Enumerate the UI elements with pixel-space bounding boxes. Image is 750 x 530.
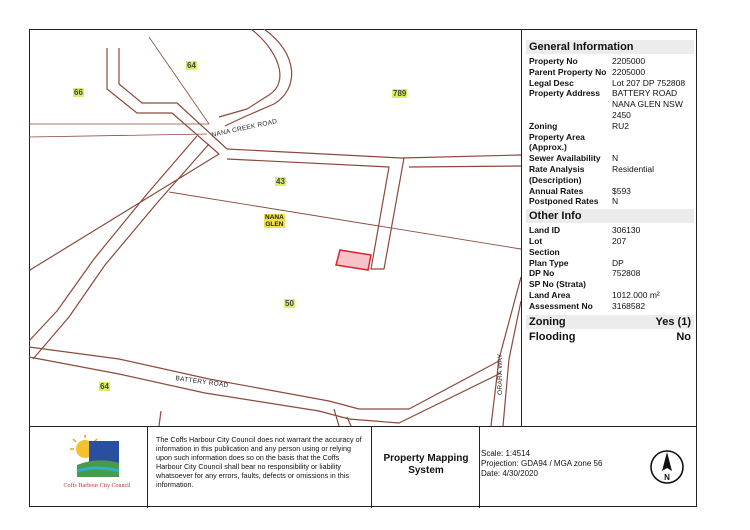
north-label: N [664, 473, 670, 482]
footer-divider [147, 427, 148, 508]
info-label: Land ID [529, 225, 561, 236]
info-value: N [612, 196, 619, 207]
other-info-header: Other Info [526, 209, 694, 223]
lot-boundary [169, 192, 521, 249]
info-label: Property Address [529, 88, 601, 99]
road-edge [347, 417, 351, 426]
info-row [526, 153, 694, 164]
lot-label: 64 [187, 61, 196, 70]
lot-label: 50 [285, 299, 294, 308]
info-label: Property No [529, 56, 578, 66]
property-info-panel [526, 40, 694, 344]
info-value: 306130 [612, 225, 641, 236]
info-value [612, 132, 694, 154]
zoning-summary-value: Yes (1) [655, 315, 691, 328]
locality-label: NANA GLEN [265, 214, 284, 228]
road-label-battery: BATTERY ROAD [175, 375, 229, 390]
lot-label: 66 [74, 88, 83, 97]
info-value: N [612, 153, 619, 164]
road-edge [219, 29, 280, 117]
info-label: Section [529, 246, 560, 257]
road-edge [409, 166, 521, 167]
info-value: 752808 [612, 268, 641, 279]
scale-info [481, 449, 641, 479]
info-row [526, 258, 694, 269]
info-row [526, 196, 694, 207]
info-label: Parent Property No [529, 66, 607, 77]
north-arrow-icon [647, 447, 687, 487]
info-value: RU2 [612, 120, 630, 131]
info-row [526, 132, 694, 154]
info-value: Lot 207 DP 752808 [612, 77, 686, 88]
council-logo-text: Coffs Harbour City Council [63, 483, 131, 489]
footer-divider [371, 427, 372, 508]
lot-label: 789 [393, 89, 407, 98]
general-info-list [526, 56, 694, 207]
info-row [526, 121, 694, 132]
info-row [526, 247, 694, 258]
info-row [526, 56, 694, 67]
info-label: Plan Type [529, 257, 569, 268]
zoning-summary-row [526, 315, 694, 329]
info-value: 1012.000 m² [612, 289, 660, 300]
road-edge [159, 411, 161, 426]
info-row [526, 301, 694, 312]
disclaimer-text: The Coffs Harbour City Council does not warrant the accuracy of information in this publication and any person using or relying upon such information does so on the basis that the Coffs Harbour City Council shall bear no responsibility or liability whatsoever for any errors, faults, defects or omissions in this information. [156, 435, 362, 489]
road-edge [30, 48, 219, 270]
council-logo-icon [57, 433, 137, 499]
info-value: $593 [612, 185, 631, 196]
info-label: Property Area (Approx.) [529, 131, 585, 153]
info-row [526, 88, 694, 120]
info-label: Legal Desc [529, 77, 574, 88]
lot-label: 64 [100, 382, 109, 391]
map-divider [521, 29, 522, 426]
info-label: Assessment No [529, 300, 593, 311]
info-value: 2205000 [612, 66, 646, 77]
system-title: Property Mapping System [383, 453, 469, 476]
info-row [526, 290, 694, 301]
road-label-orara: ORARA WAY [497, 353, 504, 395]
road-label-nana-creek: NANA CREEK ROAD [211, 118, 278, 139]
info-row [526, 225, 694, 236]
road-edge [225, 29, 292, 126]
road-edge [334, 409, 339, 426]
info-value: 207 [612, 235, 627, 246]
info-row [526, 186, 694, 197]
road-edge [29, 347, 499, 409]
info-row [526, 164, 694, 186]
info-value [612, 247, 694, 258]
info-label: Annual Rates [529, 185, 584, 196]
info-value: BATTERY ROAD NANA GLEN NSW 2450 [612, 88, 683, 120]
info-row [526, 279, 694, 290]
road-edge [29, 136, 197, 341]
info-label: Rate Analysis (Description) [529, 163, 585, 185]
date-text: Date: 4/30/2020 [481, 469, 538, 478]
info-label: Postponed Rates [529, 196, 599, 207]
info-label: Lot [529, 235, 543, 246]
info-label: Land Area [529, 289, 571, 300]
road-edge [503, 301, 521, 426]
flooding-summary-value: No [676, 330, 691, 343]
info-value: 2205000 [612, 56, 646, 66]
lot-label: 43 [276, 177, 285, 186]
other-info-list [526, 225, 694, 311]
info-row [526, 268, 694, 279]
lot-boundary [29, 134, 207, 137]
road-edge [227, 149, 521, 158]
info-label: Zoning [529, 120, 558, 131]
info-value: Residential [612, 163, 655, 174]
road-edge [491, 277, 521, 426]
scale-text: Scale: 1:4514 [481, 449, 530, 458]
flooding-summary-row [526, 330, 694, 344]
council-logo [49, 427, 149, 508]
footer [29, 426, 697, 507]
info-value: DP [612, 257, 624, 268]
info-row [526, 236, 694, 247]
road-edge [227, 158, 404, 269]
north-arrow [645, 427, 695, 508]
info-label: SP No (Strata) [529, 279, 586, 290]
info-row [526, 78, 694, 89]
info-value: 3168582 [612, 300, 646, 311]
projection-text: Projection: GDA94 / MGA zone 56 [481, 459, 603, 468]
selected-parcel[interactable] [336, 250, 371, 270]
flooding-summary-label: Flooding [529, 330, 576, 343]
general-info-header: General Information [526, 40, 694, 54]
footer-divider [479, 427, 480, 508]
map-view[interactable] [29, 29, 521, 426]
info-label: DP No [529, 268, 555, 279]
info-label: Sewer Availability [529, 153, 601, 164]
info-value [612, 279, 694, 290]
info-row [526, 67, 694, 78]
zoning-summary-label: Zoning [529, 315, 566, 328]
